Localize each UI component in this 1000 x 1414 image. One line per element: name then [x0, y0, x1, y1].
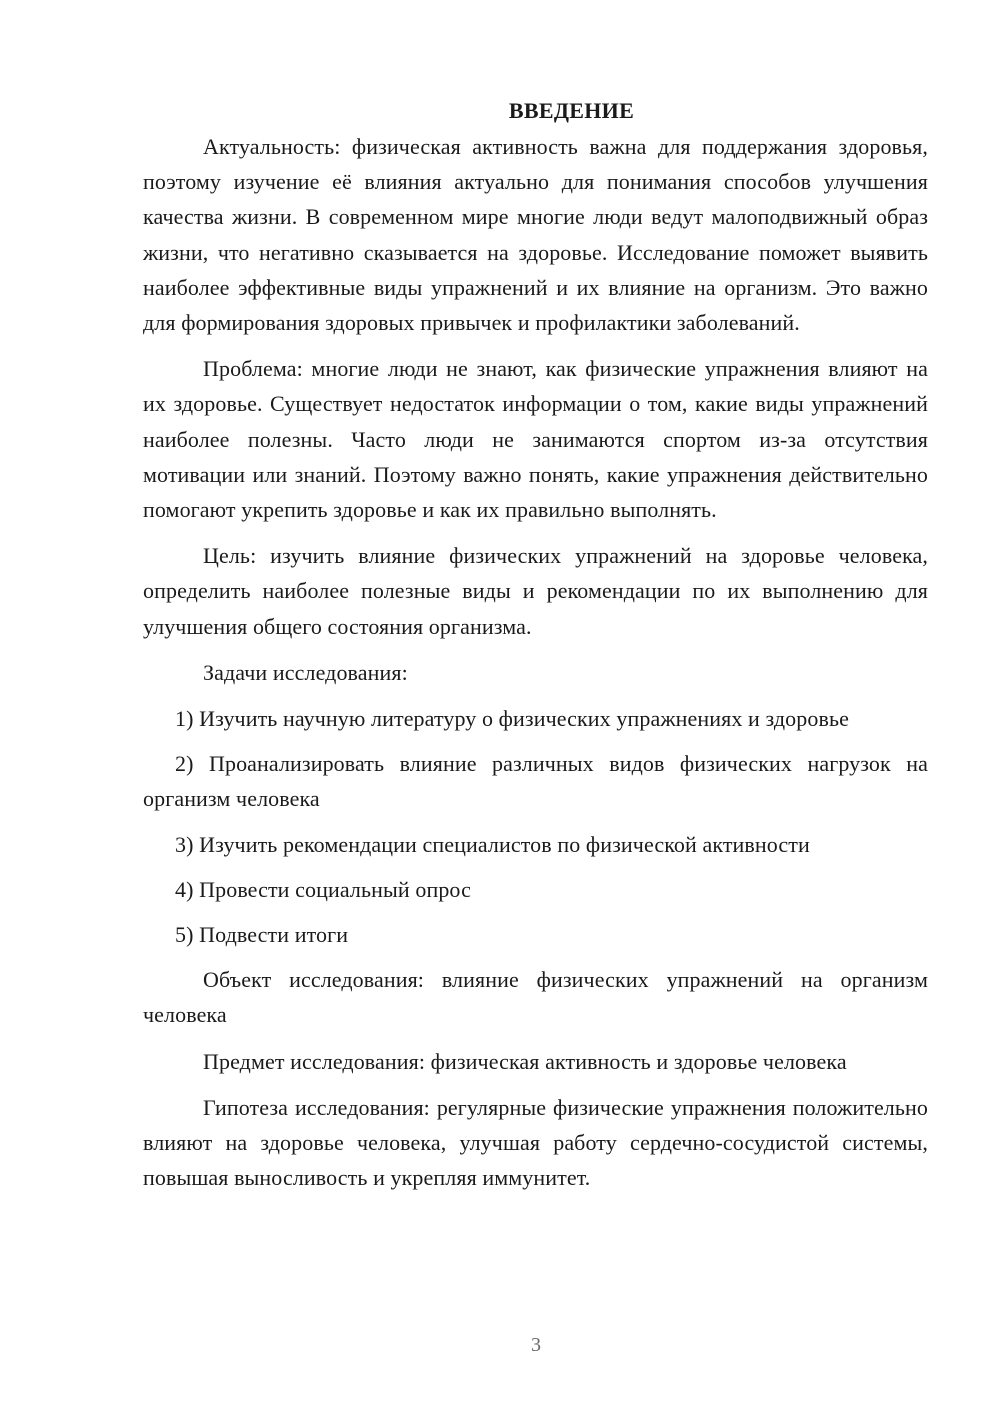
document-page [143, 94, 928, 1206]
page-number: 3 [531, 1334, 541, 1356]
task-item: 1) Изучить научную литературу о физических упражнениях и здоровье [175, 706, 849, 732]
task-item: 3) Изучить рекомендации специалистов по физической активности [175, 831, 810, 857]
hypothesis-paragraph: Гипотеза исследования: регулярные физические упражнения положительно влияют на здоровье человека, улучшая работу сердечно-сосудистой системы, повышая выносливость и укрепляя иммунитет. [143, 1094, 928, 1191]
goal-paragraph: Цель: изучить влияние физических упражнений на здоровье человека, определить наиболее полезные виды и рекомендации по их выполнению для улучшения общего состояния организма. [143, 543, 928, 639]
tasks-heading: Задачи исследования: [203, 659, 408, 685]
problem-paragraph: Проблема: многие люди не знают, как физические упражнения влияют на их здоровье. Существует недостаток информации о том, какие виды упражнений наиболее полезны. Часто люди не занимаются спортом из-за отсутствия мотивации или знаний. Поэтому важно понять, какие упражнения действительно помогают укрепить здоровье и как их правильно выполнять. [143, 356, 928, 523]
task-item: 4) Провести социальный опрос [175, 876, 471, 902]
tasks-list [143, 701, 928, 952]
page-title: ВВЕДЕНИЕ [508, 98, 635, 123]
subject-paragraph: Предмет исследования: физическая активность и здоровье человека [203, 1048, 847, 1074]
task-item: 5) Подвести итоги [175, 922, 349, 948]
task-item: 2) Проанализировать влияние различных видов физических нагрузок на организм человека [143, 751, 928, 812]
object-paragraph: Объект исследования: влияние физических упражнений на организм человека [143, 967, 928, 1028]
relevance-paragraph: Актуальность: физическая активность важна для поддержания здоровья, поэтому изучение её влияния актуально для понимания способов улучшения качества жизни. В современном мире многие люди ведут малоподвижный образ жизни, что негативно сказывается на здоровье. Исследование поможет выявить наиболее эффективные виды упражнений и их влияние на организм. Это важно для формирования здоровых привычек и профилактики заболеваний. [143, 134, 928, 336]
